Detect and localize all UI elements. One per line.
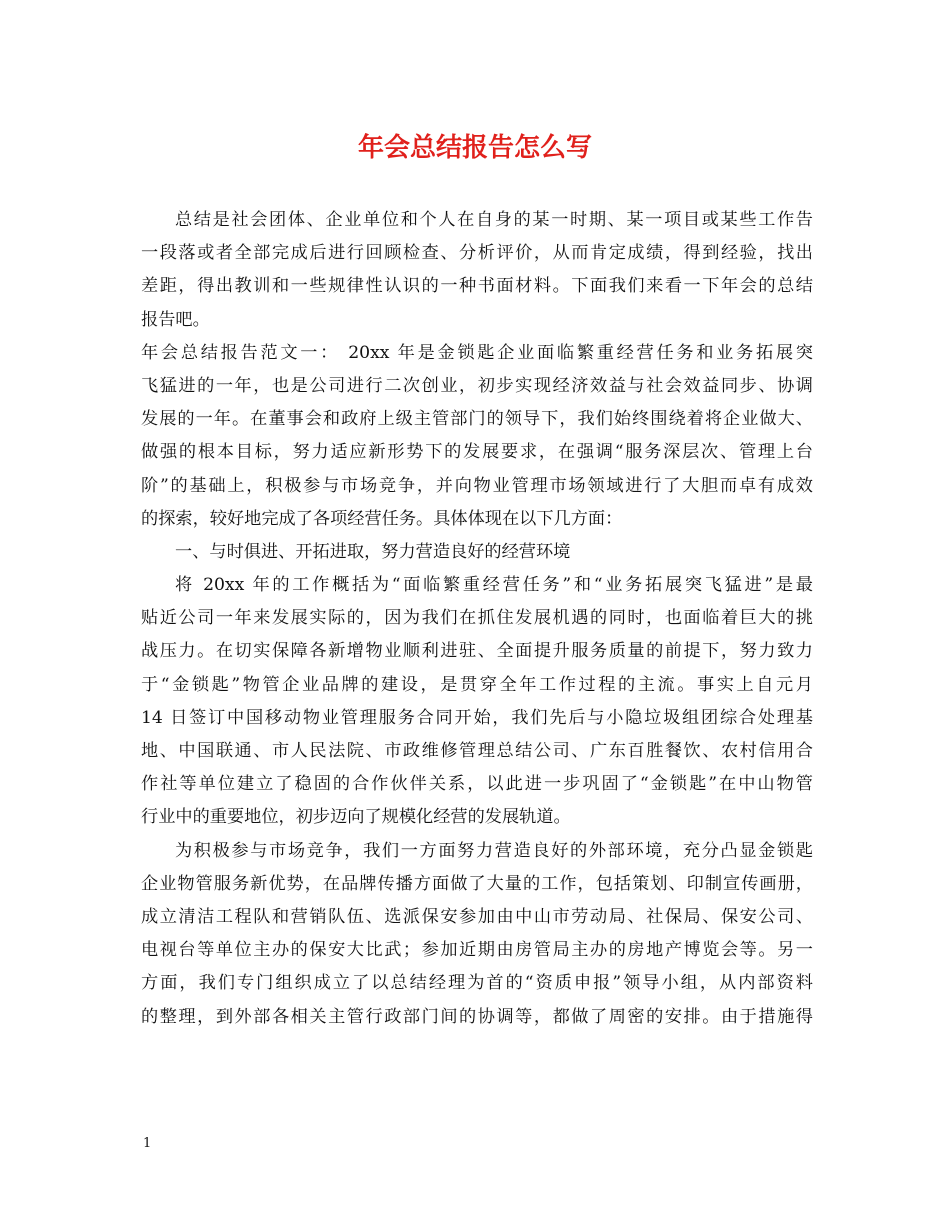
body-line: 一段落或者全部完成后进行回顾检查、分析评价，从而肯定成绩，得到经验，找出 bbox=[141, 243, 813, 264]
body-line: 贴近公司一年来发展实际的，因为我们在抓住发展机遇的同时，也面临着巨大的挑 bbox=[141, 608, 813, 629]
body-line: 为积极参与市场竞争，我们一方面努力营造良好的外部环境，充分凸显金锁匙 bbox=[175, 840, 813, 861]
body-line: 飞猛进的一年，也是公司进行二次创业，初步实现经济效益与社会效益同步、协调 bbox=[141, 375, 813, 396]
body-line: 的探索，较好地完成了各项经营任务。具体体现在以下几方面： bbox=[141, 508, 623, 529]
body-line: 14 日签订中国移动物业管理服务合同开始，我们先后与小隐垃圾组团综合处理基 bbox=[141, 707, 813, 728]
body-line: 的整理，到外部各相关主管行政部门间的协调等，都做了周密的安排。由于措施得 bbox=[141, 1006, 813, 1027]
body-line: 阶”的基础上，积极参与市场竞争，并向物业管理市场领域进行了大胆而卓有成效 bbox=[141, 475, 813, 496]
body-line: 行业中的重要地位，初步迈向了规模化经营的发展轨道。 bbox=[141, 807, 571, 828]
body-line: 战压力。在切实保障各新增物业顺利进驻、全面提升服务质量的前提下，努力致力 bbox=[141, 641, 813, 662]
body-line: 成立清洁工程队和营销队伍、选派保安参加由中山市劳动局、社保局、保安公司、 bbox=[141, 906, 813, 927]
body-line: 发展的一年。在董事会和政府上级主管部门的领导下，我们始终围绕着将企业做大、 bbox=[141, 409, 813, 430]
body-line: 做强的根本目标，努力适应新形势下的发展要求，在强调“服务深层次、管理上台 bbox=[141, 442, 813, 463]
body-line: 方面，我们专门组织成立了以总结经理为首的“资质申报”领导小组，从内部资料 bbox=[141, 973, 813, 994]
body-line: 差距，得出教训和一些规律性认识的一种书面材料。下面我们来看一下年会的总结 bbox=[141, 276, 813, 297]
document-title: 年会总结报告怎么写 bbox=[357, 133, 592, 163]
body-line: 于“金锁匙”物管企业品牌的建设，是贯穿全年工作过程的主流。事实上自元月 bbox=[141, 674, 813, 695]
body-line: 企业物管服务新优势，在品牌传播方面做了大量的工作，包括策划、印制宣传画册， bbox=[141, 873, 813, 894]
body-line: 年会总结报告范文一： 20xx 年是金锁匙企业面临繁重经营任务和业务拓展突 bbox=[141, 342, 813, 363]
body-line: 报告吧。 bbox=[141, 309, 210, 330]
body-line: 将 20xx 年的工作概括为“面临繁重经营任务”和“业务拓展突飞猛进”是最 bbox=[175, 575, 813, 596]
body-line: 电视台等单位主办的保安大比武；参加近期由房管局主办的房地产博览会等。另一 bbox=[141, 940, 813, 961]
section-heading: 一、与时俱进、开拓进取，努力营造良好的经营环境 bbox=[175, 541, 571, 562]
body-line: 地、中国联通、市人民法院、市政维修管理总结公司、广东百胜餐饮、农村信用合 bbox=[141, 741, 813, 761]
document-body bbox=[141, 204, 813, 1034]
body-line: 作社等单位建立了稳固的合作伙伴关系，以此进一步巩固了“金锁匙”在中山物管 bbox=[141, 774, 813, 795]
body-line: 总结是社会团体、企业单位和个人在自身的某一时期、某一项目或某些工作告 bbox=[175, 210, 813, 230]
page-number: 1 bbox=[143, 1136, 152, 1151]
